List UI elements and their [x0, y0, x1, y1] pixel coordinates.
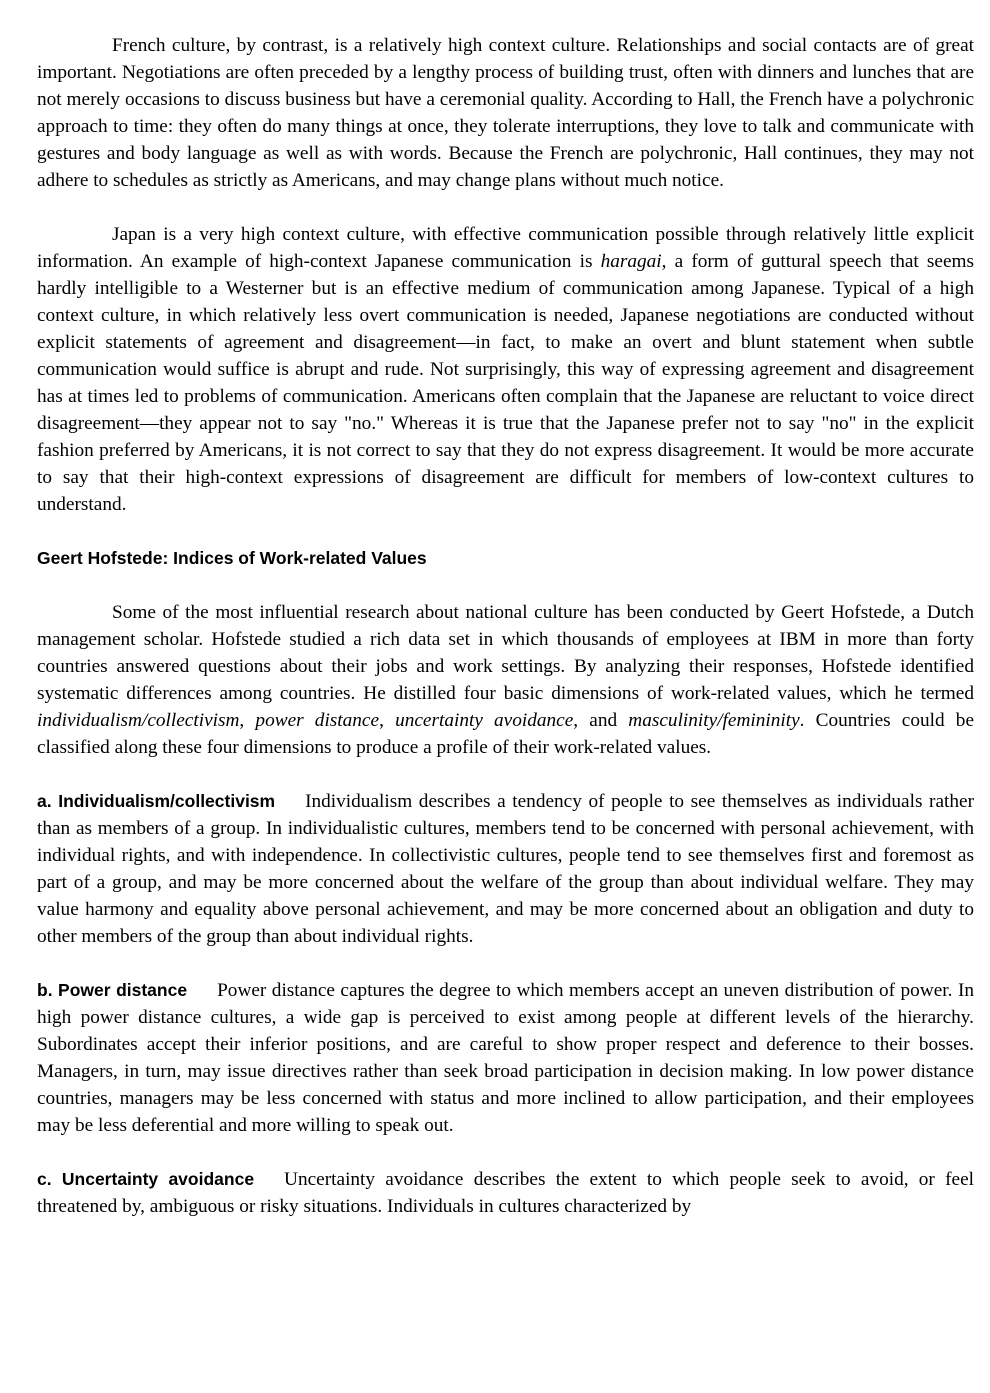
paragraph-individualism: [37, 788, 974, 950]
japan-text-1: Japan is a very high context culture, with effective communication possible through relatively little explicit information. An example of high-context Japanese communication is: [37, 224, 974, 272]
dimension-uncertainty-avoidance: uncertainty avoidance: [395, 710, 574, 731]
paragraph-french-culture: [37, 32, 974, 194]
hofstede-text-1: Some of the most influential research about national culture has been conducted by Geert Hofstede, a Dutch management scholar. Hofstede studied a rich data set in which thousands of employees at IBM in more than forty countries answered questions about their jobs and work settings. By analyzing their responses, Hofstede identified systematic differences among countries. He distilled four basic dimensions of work-related values, which he termed: [37, 602, 974, 704]
paragraph-uncertainty-avoidance: [37, 1166, 974, 1220]
uncertainty-label: c. Uncertainty avoidance: [37, 1169, 255, 1189]
dimension-individualism: individualism/collectivism: [37, 710, 240, 731]
dimension-power-distance: power distance: [255, 710, 380, 731]
paragraph-japan-culture: [37, 221, 974, 518]
individualism-text: Individualism describes a tendency of people to see themselves as individuals rather than as members of a group. In individualistic cultures, members tend to be concerned with personal achievement, with individual rights, and with independence. In collectivistic cultures, people tend to see themselves first and foremost as part of a group, and may be more concerned about the welfare of the group than about individual welfare. They may value harmony and equality above personal achievement, and may be more concerned about an obligation and duty to other members of the group than about individual rights.: [37, 791, 974, 947]
paragraph-hofstede-intro: [37, 599, 974, 761]
french-text: French culture, by contrast, is a relatively high context culture. Relationships and social contacts are of great important. Negotiations are often preceded by a lengthy process of building trust, often with dinners and lunches that are not merely occasions to discuss business but have a ceremonial quality. According to Hall, the French have a polychronic approach to time: they often do many things at once, they tolerate interruptions, they love to talk and communicate with gestures and body language as well as with words. Because the French are polychronic, Hall continues, they may not adhere to schedules as strictly as Americans, and may change plans without much notice.: [37, 35, 974, 191]
separator: ,: [239, 710, 256, 731]
uncertainty-text: Uncertainty avoidance describes the extent to which people seek to avoid, or feel threatened by, ambiguous or risky situations. Individuals in cultures characterized by: [37, 1169, 974, 1217]
paragraph-gap: [37, 1139, 974, 1166]
paragraph-gap: [37, 761, 974, 788]
separator: , and: [573, 710, 629, 731]
dimension-masculinity: masculinity/femininity: [628, 710, 800, 731]
paragraph-gap: [37, 950, 974, 977]
separator: ,: [379, 710, 396, 731]
power-distance-label: b. Power distance: [37, 980, 188, 1000]
paragraph-gap: [37, 194, 974, 221]
paragraph-gap: [37, 518, 974, 545]
document-page: [37, 32, 974, 1220]
paragraph-gap: [37, 572, 974, 599]
individualism-label: a. Individualism/collectivism: [37, 791, 276, 811]
paragraph-power-distance: [37, 977, 974, 1139]
hofstede-text-2: . Countries could be classified along these four dimensions to produce a profile of their work-related values.: [37, 710, 975, 758]
power-distance-text: Power distance captures the degree to which members accept an uneven distribution of power. In high power distance cultures, a wide gap is perceived to exist among people at different levels of the hierarchy. Subordinates accept their inferior positions, and are careful to show proper respect and deference to their bosses. Managers, in turn, may issue directives rather than seek broad participation in decision making. In low power distance countries, managers may be less concerned with status and more inclined to allow participation, and their employees may be less deferential and more willing to speak out.: [37, 980, 975, 1136]
haragai-term: haragai: [600, 251, 662, 272]
section-heading-hofstede: Geert Hofstede: Indices of Work-related Values: [37, 548, 427, 568]
japan-text-2: , a form of guttural speech that seems hardly intelligible to a Westerner but is an effective medium of communication among Japanese. Typical of a high context culture, in which relatively less overt communication is needed, Japanese negotiations are conducted without explicit statements of agreement and disagreement—in fact, to make an overt and blunt statement when subtle communication would suffice is abrupt and rude. Not surprisingly, this way of expressing agreement and disagreement has at times led to problems of communication. Americans often complain that the Japanese are reluctant to voice direct disagreement—they appear not to say "no." Whereas it is true that the Japanese prefer not to say "no" in the explicit fashion preferred by Americans, it is not correct to say that they do not express disagreement. It would be more accurate to say that their high-context expressions of disagreement are difficult for members of low-context cultures to understand.: [37, 251, 975, 515]
